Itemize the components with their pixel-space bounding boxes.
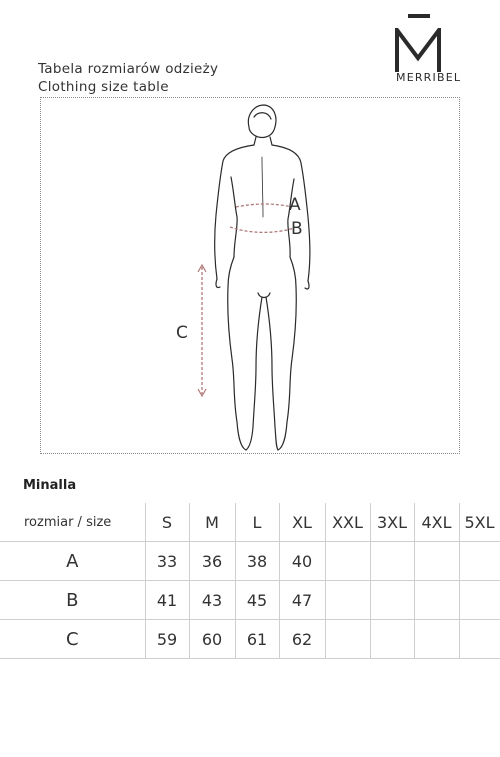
row-label: B xyxy=(0,581,145,620)
brand-logo xyxy=(394,14,494,94)
size-header: 4XL xyxy=(414,503,459,542)
table-cell: 62 xyxy=(279,620,325,659)
logo-macron xyxy=(408,14,430,18)
size-header: S xyxy=(145,503,189,542)
table-cell: 33 xyxy=(145,542,189,581)
table-cell xyxy=(370,542,414,581)
measure-line-b xyxy=(230,227,294,232)
table-cell xyxy=(370,581,414,620)
size-header: 5XL xyxy=(459,503,500,542)
table-corner-label: rozmiar / size xyxy=(0,503,145,542)
table-cell xyxy=(459,620,500,659)
table-row xyxy=(0,542,500,581)
table-cell: 45 xyxy=(235,581,279,620)
body-figure-area xyxy=(40,97,460,454)
table-cell xyxy=(325,581,370,620)
table-header-row xyxy=(0,503,500,542)
table-cell xyxy=(459,542,500,581)
logo-m-mark xyxy=(394,28,442,74)
table-cell xyxy=(414,542,459,581)
row-label: C xyxy=(0,620,145,659)
table-row xyxy=(0,620,500,659)
size-header: M xyxy=(189,503,235,542)
brand-name: MERRIBEL xyxy=(396,71,462,84)
table-cell xyxy=(325,620,370,659)
title-english: Clothing size table xyxy=(38,79,169,95)
table-cell: 38 xyxy=(235,542,279,581)
table-cell: 36 xyxy=(189,542,235,581)
table-cell: 40 xyxy=(279,542,325,581)
figure-label-b: B xyxy=(291,219,303,239)
table-cell xyxy=(414,581,459,620)
table-cell xyxy=(325,542,370,581)
figure-label-a: A xyxy=(289,195,301,215)
row-label: A xyxy=(0,542,145,581)
title-block xyxy=(38,60,218,96)
table-cell: 60 xyxy=(189,620,235,659)
table-cell: 41 xyxy=(145,581,189,620)
size-header: L xyxy=(235,503,279,542)
table-cell xyxy=(370,620,414,659)
body-silhouette-illustration xyxy=(40,97,460,454)
table-cell xyxy=(459,581,500,620)
size-header: 3XL xyxy=(370,503,414,542)
table-cell xyxy=(414,620,459,659)
table-cell: 59 xyxy=(145,620,189,659)
size-header: XL xyxy=(279,503,325,542)
table-row xyxy=(0,581,500,620)
product-name: Minalla xyxy=(23,478,77,493)
size-header: XXL xyxy=(325,503,370,542)
table-cell: 61 xyxy=(235,620,279,659)
figure-label-c: C xyxy=(176,323,188,343)
title-polish: Tabela rozmiarów odzieży xyxy=(38,61,219,77)
measure-line-a xyxy=(236,204,292,207)
table-cell: 43 xyxy=(189,581,235,620)
table-cell: 47 xyxy=(279,581,325,620)
size-table xyxy=(0,503,500,659)
